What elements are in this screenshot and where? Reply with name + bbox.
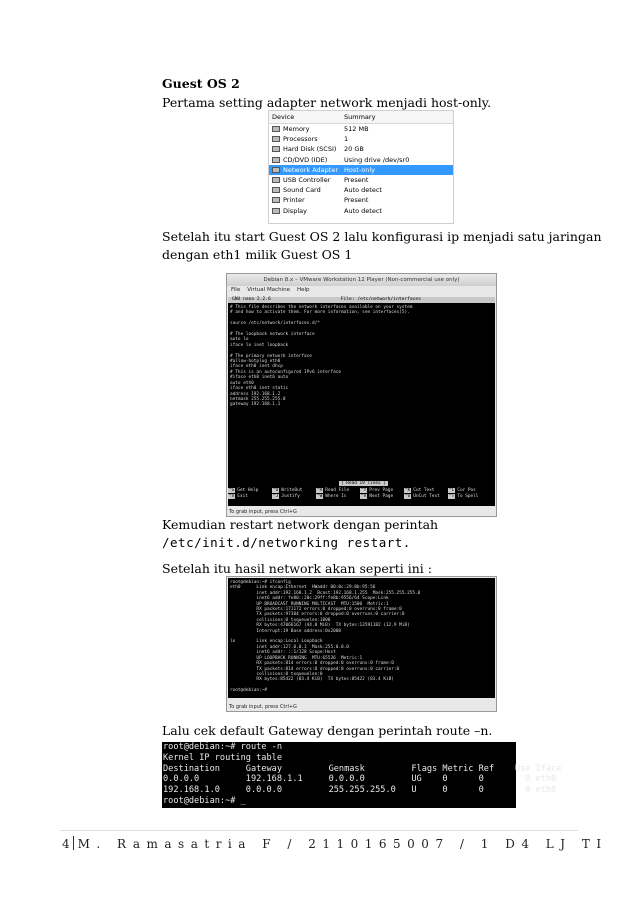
device-name: Processors (283, 135, 318, 144)
device-summary: Present (344, 176, 369, 185)
ifconfig-output-line: UP LOOPBACK RUNNING MTU:65536 Metric:1 (230, 655, 363, 661)
nano-text-line: source /etc/network/interfaces.d/* (230, 321, 320, 327)
nano-text-line: gateway 192.168.1.1 (230, 402, 281, 408)
nano-read-message: [ Read 19 lines ] (341, 481, 386, 486)
device-summary: Auto detect (344, 206, 382, 215)
nano-text-line: iface eth0 inet static (230, 386, 289, 392)
ifconfig-output-line: RX packets:171172 errors:0 dropped:0 overruns:0 frame:0 (230, 607, 402, 613)
nano-shortcut-bar (228, 488, 495, 499)
device-row[interactable] (269, 195, 453, 205)
shortcut-key: ^O (273, 488, 279, 493)
device-name: Memory (283, 125, 310, 134)
shortcut-key: ^J (273, 493, 279, 499)
nano-text-line: # This is an autoconfigured IPv6 interface (230, 369, 342, 375)
column-summary: Summary (344, 113, 376, 121)
vmware-menu-bar (227, 286, 496, 295)
shortcut-key: ^X (229, 493, 235, 499)
route-output-line: 192.168.1.0 0.0.0.0 255.255.255.0 U 0 0 0 eth0 (163, 785, 557, 796)
device-name: USB Controller (283, 176, 331, 185)
device-summary: 1 (344, 135, 349, 144)
device-icon (272, 136, 280, 142)
ifconfig-output-line: collisions:0 txqueuelen:0 (230, 671, 323, 677)
ifconfig-output-line: TX packets:814 errors:0 dropped:0 overruns:0 carrier:0 (230, 666, 400, 672)
menu-file[interactable]: File (231, 287, 241, 293)
vmware-window (226, 273, 497, 517)
nano-text-line: # The primary network interface (230, 353, 312, 359)
device-row[interactable] (269, 165, 453, 175)
nano-shortcut (272, 494, 316, 500)
route-output-line: Kernel IP routing table (163, 752, 282, 763)
shortcut-label: Get Help (237, 488, 259, 493)
shortcut-key: ^T (449, 493, 455, 499)
route-output-line: root@debian:~# route -n (163, 742, 282, 752)
paragraph-start-os2-line2: dengan eth1 milik Guest OS 1 (162, 247, 353, 262)
paragraph-adapter: Pertama setting adapter network menjadi host-only. (162, 95, 492, 110)
shortcut-label: Read File (325, 488, 350, 493)
nano-text-line: #iface eth0 inet6 auto (230, 375, 289, 381)
device-icon (272, 167, 280, 173)
device-icon (272, 187, 280, 193)
shortcut-label: Cur Pos (457, 488, 476, 493)
device-row[interactable] (269, 144, 453, 154)
shortcut-label: Cut Text (413, 488, 435, 493)
device-summary: Using drive /dev/sr0 (344, 155, 410, 164)
nano-shortcut (404, 494, 448, 500)
page-number: 4 (62, 837, 70, 851)
footer-divider (60, 830, 578, 831)
route-output-line: 0.0.0.0 192.168.1.1 0.0.0.0 UG 0 0 0 eth0 (163, 774, 557, 785)
device-row[interactable] (269, 134, 453, 144)
ifconfig-output-line: TX packets:97304 errors:0 dropped:0 overruns:0 carrier:0 (230, 612, 405, 618)
device-summary: 512 MB (344, 125, 369, 134)
device-name: Sound Card (283, 186, 321, 195)
vmware-window-ifconfig (226, 576, 497, 712)
vm-device-table (268, 110, 454, 224)
device-summary: Host-only (344, 165, 376, 174)
device-name: Printer (283, 196, 305, 205)
ifconfig-output-line: root@debian:~# (230, 688, 268, 694)
shortcut-key: ^W (317, 493, 323, 499)
device-summary: Present (344, 196, 369, 205)
device-icon (272, 157, 280, 163)
shortcut-key: ^G (229, 488, 235, 493)
ifconfig-output-line: inet addr:192.168.1.2 Bcast:192.168.1.255 Mask:255.255.255.0 (230, 590, 421, 596)
route-output-line: Destination Gateway Genmask Flags Metric Ref Use Iface (163, 763, 562, 774)
nano-text-line: iface eth0 inet dhcp (230, 364, 283, 370)
footer-separator (73, 836, 74, 850)
device-row[interactable] (269, 124, 453, 134)
device-name: Display (283, 206, 307, 215)
nano-text-line: auto lo (230, 337, 249, 343)
device-row[interactable] (269, 185, 453, 195)
device-table-header (269, 111, 453, 124)
ifconfig-output-line: eth0 Link encap:Ethernet HWaddr 00:0c:29:8b:95:56 (230, 585, 376, 591)
device-summary: 20 GB (344, 145, 364, 154)
shortcut-label: To Spell (457, 493, 479, 499)
shortcut-key: ^U (405, 493, 411, 499)
nano-file-name: File: /etc/network/interfaces (340, 297, 421, 302)
nano-text-line: netmask 255.255.255.0 (230, 396, 286, 402)
shortcut-label: UnCut Text (413, 493, 440, 499)
nano-shortcut (448, 494, 492, 500)
nano-text-line: # The loopback network interface (230, 332, 315, 338)
paragraph-result: Setelah itu hasil network akan seperti ini : (162, 561, 432, 576)
menu-virtual-machine[interactable]: Virtual Machine (247, 287, 290, 293)
restart-command: /etc/init.d/networking restart. (162, 535, 411, 550)
route-terminal (162, 742, 562, 808)
device-icon (272, 126, 280, 132)
nano-text-line: address 192.168.1.2 (230, 391, 281, 397)
footer-author: M. Ramasatria F / 2110165007 / 1 D4 LJ TI (77, 837, 608, 851)
shortcut-label: Prev Page (369, 488, 394, 493)
menu-help[interactable]: Help (296, 287, 310, 293)
ifconfig-output-line: RX bytes:47066167 (44.8 MiB) TX bytes:13591182 (12.9 MiB) (230, 623, 410, 629)
nano-version: GNU nano 2.2.6 (232, 297, 271, 302)
device-icon (272, 177, 280, 183)
ifconfig-output-line: UP BROADCAST RUNNING MULTICAST MTU:1500 Metric:1 (230, 601, 389, 607)
shortcut-label: Justify (281, 493, 300, 499)
device-icon (272, 197, 280, 203)
device-row[interactable] (269, 155, 453, 165)
column-device: Device (272, 113, 295, 121)
shortcut-label: Next Page (369, 493, 394, 499)
nano-text-line: iface lo inet loopback (230, 342, 289, 348)
device-name: CD/DVD (IDE) (283, 155, 328, 164)
device-summary: Auto detect (344, 186, 382, 195)
paragraph-start-os2-line1: Setelah itu start Guest OS 2 lalu konfigurasi ip menjadi satu jaringan (162, 229, 602, 244)
ifconfig-output-line: inet addr:127.0.0.1 Mask:255.0.0.0 (230, 644, 349, 650)
vm-status-text-2: To grab input, press Ctrl+G (229, 704, 297, 710)
page-footer (62, 836, 608, 851)
nano-text-line: # and how to activate them. For more information, see interfaces(5). (230, 310, 410, 316)
paragraph-route: Lalu cek default Gateway dengan perintah route –n. (162, 723, 493, 738)
ifconfig-output-line: root@debian:~# ifconfig (230, 580, 291, 585)
shortcut-key: ^C (449, 488, 455, 493)
ifconfig-output-line: Interrupt:19 Base address:0x2000 (230, 628, 342, 634)
ifconfig-output-line: lo Link encap:Local Loopback (230, 639, 323, 645)
shortcut-key: ^V (361, 493, 367, 499)
nano-shortcut (316, 494, 360, 500)
device-icon (272, 208, 280, 214)
nano-shortcut (360, 494, 404, 500)
device-name: Network Adapter (283, 165, 338, 174)
section-heading: Guest OS 2 (162, 76, 240, 91)
shortcut-label: Exit (237, 493, 248, 499)
device-row[interactable] (269, 175, 453, 185)
shortcut-label: Where Is (325, 493, 347, 499)
vm-console-screen[interactable] (228, 297, 495, 506)
shortcut-label: WriteOut (281, 488, 303, 493)
ifconfig-output-line: RX bytes:85422 (83.4 KiB) TX bytes:85422 (83.4 KiB) (230, 677, 394, 683)
route-output-line: root@debian:~# _ (163, 795, 246, 806)
device-row[interactable] (269, 206, 453, 216)
nano-text-line: auto eth0 (230, 380, 254, 386)
ifconfig-output-line: RX packets:814 errors:0 dropped:0 overruns:0 frame:0 (230, 661, 394, 667)
ifconfig-output-line: inet6 addr: ::1/128 Scope:Host (230, 650, 336, 656)
vm-status-text: To grab input, press Ctrl+G (229, 509, 297, 515)
nano-text-line: #allow-hotplug eth0 (230, 359, 281, 365)
ifconfig-output-line: inet6 addr: fe80::20c:29ff:fe8b:9556/64 Scope:Link (230, 596, 389, 602)
vmware-title-bar: Debian 8.x – VMware Workstation 12 Player (Non-commercial use only) (227, 274, 496, 286)
vm-console-ifconfig[interactable] (228, 578, 495, 698)
shortcut-key: ^K (405, 488, 411, 493)
ifconfig-output-line: collisions:0 txqueuelen:1000 (230, 617, 331, 623)
device-name: Hard Disk (SCSI) (283, 145, 337, 154)
paragraph-restart: Kemudian restart network dengan perintah (162, 517, 439, 532)
nano-shortcut (228, 494, 272, 500)
device-icon (272, 146, 280, 152)
shortcut-key: ^Y (361, 488, 367, 493)
shortcut-key: ^R (317, 488, 323, 493)
nano-text-line: # This file describes the network interfaces available on your system (230, 305, 413, 310)
